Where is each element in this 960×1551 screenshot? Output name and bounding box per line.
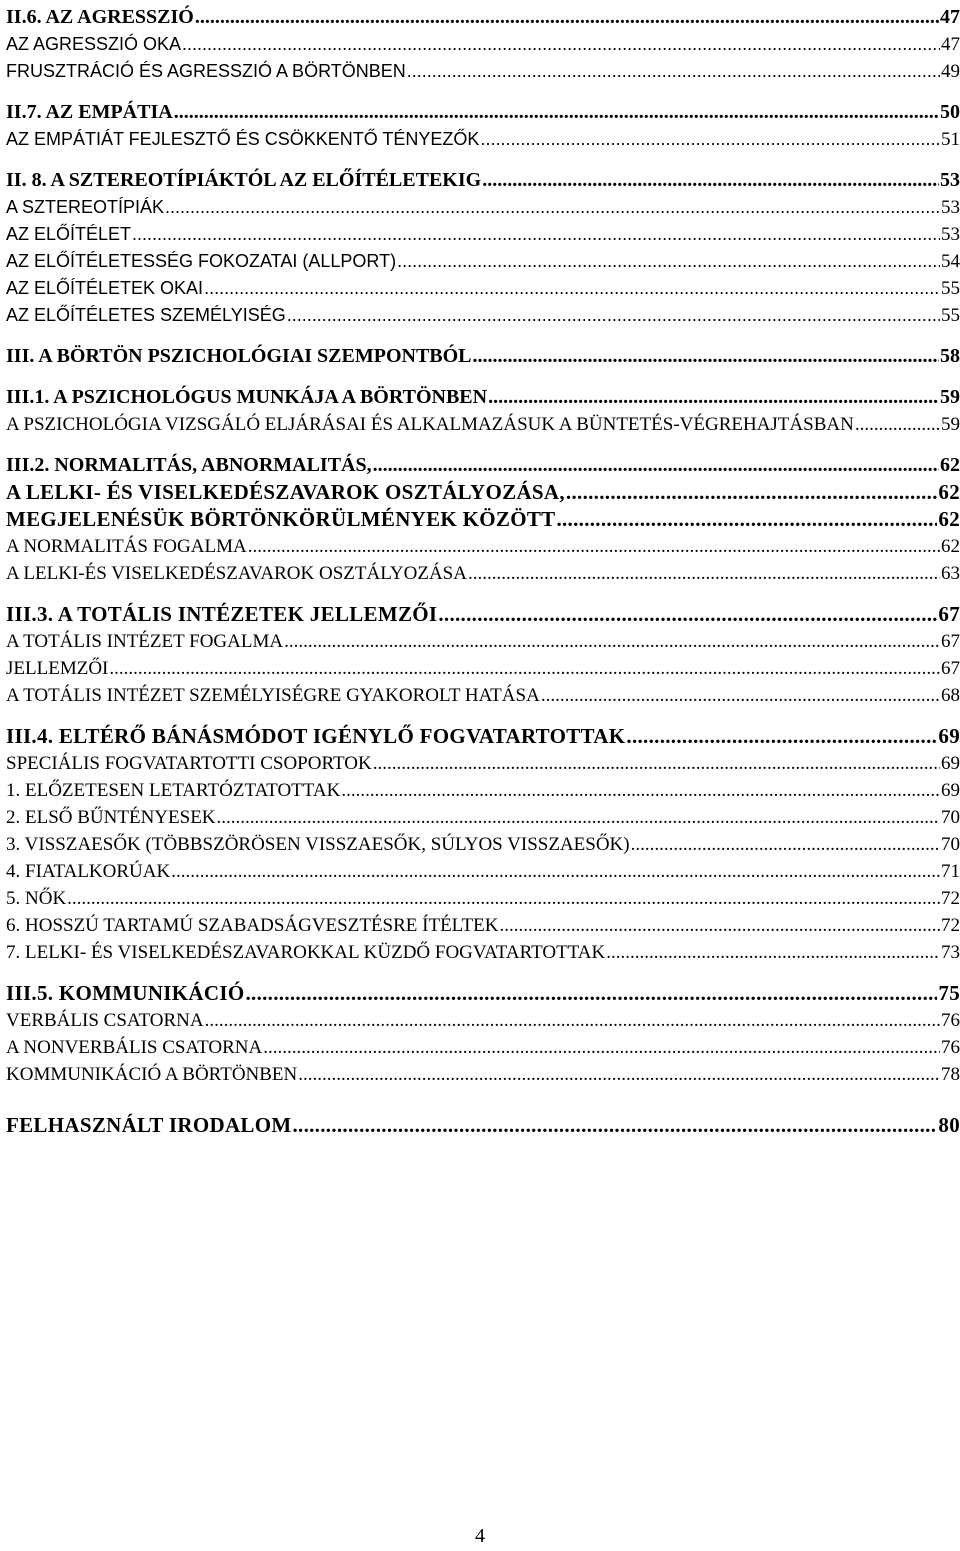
toc-entry[interactable] [6, 99, 960, 126]
toc-entry[interactable] [6, 980, 960, 1007]
toc-entry-page: 76 [941, 1037, 960, 1058]
toc-entry-page: 76 [941, 1010, 960, 1031]
toc-entry-title: 1. ELŐZETESEN LETARTÓZTATOTTAK [6, 780, 341, 801]
toc-entry[interactable] [6, 31, 960, 58]
dot-leader [298, 1061, 940, 1088]
dot-leader [67, 885, 940, 912]
dot-leader [556, 506, 937, 533]
toc-entry-page: 67 [941, 658, 960, 679]
toc-entry-page: 67 [938, 602, 960, 626]
toc-entry-title: II. 8. A SZTEREOTÍPIÁKTÓL AZ ELŐÍTÉLETEKIG [6, 169, 482, 191]
dot-leader [626, 723, 937, 750]
dot-leader [248, 533, 940, 560]
dot-leader [132, 221, 940, 248]
dot-leader [341, 777, 940, 804]
dot-leader [606, 939, 940, 966]
toc-entry-title: A TOTÁLIS INTÉZET FOGALMA [6, 631, 284, 652]
toc-entry-page: 69 [938, 724, 960, 748]
toc-entry[interactable] [6, 452, 960, 479]
toc-entry-page: 59 [941, 414, 960, 435]
toc-entry-title: 4. FIATALKORÚAK [6, 861, 171, 882]
toc-entry[interactable] [6, 858, 960, 885]
toc-entry[interactable] [6, 885, 960, 912]
toc-entry-title: A PSZICHOLÓGIA VIZSGÁLÓ ELJÁRÁSAI ÉS ALKALMAZÁSUK A BÜNTETÉS-VÉGREHAJTÁSBAN [6, 414, 854, 435]
dot-leader [438, 601, 937, 628]
toc-entry[interactable] [6, 628, 960, 655]
toc-entry[interactable] [6, 655, 960, 682]
dot-leader [482, 167, 939, 194]
toc-entry-title: II.7. AZ EMPÁTIA [6, 101, 173, 123]
toc-entry-title: 7. LELKI- ÉS VISELKEDÉSZAVAROKKAL KÜZDŐ FOGVATARTOTTAK [6, 942, 606, 963]
toc-entry[interactable] [6, 723, 960, 750]
toc-entry[interactable] [6, 384, 960, 411]
toc-entry-title: 6. HOSSZÚ TARTAMÚ SZABADSÁGVESZTÉSRE ÍTÉLTEK [6, 915, 499, 936]
toc-entry-title: A NORMALITÁS FOGALMA [6, 536, 247, 557]
toc-entry-page: 47 [941, 34, 960, 55]
toc-entry-title: II.6. AZ AGRESSZIÓ [6, 6, 194, 28]
dot-leader [263, 1034, 940, 1061]
dot-leader [204, 275, 940, 302]
toc-entry[interactable] [6, 1061, 960, 1088]
toc-entry-page: 70 [941, 834, 960, 855]
toc-entry[interactable] [6, 479, 960, 506]
toc-entry-page: 55 [941, 305, 960, 326]
toc-entry[interactable] [6, 601, 960, 628]
toc-entry-page: 73 [941, 942, 960, 963]
toc-entry-page: 62 [938, 480, 960, 504]
toc-entry-page: 55 [941, 278, 960, 299]
toc-entry-title: AZ ELŐÍTÉLETESSÉG FOKOZATAI (ALLPORT) [6, 251, 397, 271]
toc-entry-page: 49 [941, 61, 960, 82]
dot-leader [541, 682, 940, 709]
toc-entry[interactable] [6, 939, 960, 966]
dot-leader [407, 58, 940, 85]
toc-entry[interactable] [6, 533, 960, 560]
toc-entry-page: 51 [941, 129, 960, 150]
toc-entry-page: 68 [941, 685, 960, 706]
toc-entry-title: MEGJELENÉSÜK BÖRTÖNKÖRÜLMÉNYEK KÖZÖTT [6, 507, 556, 531]
toc-entry-page: 58 [940, 345, 960, 367]
toc-entry-page: 72 [941, 888, 960, 909]
toc-entry-title: III.2. NORMALITÁS, ABNORMALITÁS, [6, 454, 372, 476]
toc-entry[interactable] [6, 560, 960, 587]
dot-leader [292, 1112, 937, 1139]
toc-entry[interactable] [6, 58, 960, 85]
toc-entry-title: AZ ELŐÍTÉLET [6, 224, 132, 244]
dot-leader [171, 858, 940, 885]
toc-entry-title: AZ ELŐÍTÉLETES SZEMÉLYISÉG [6, 305, 286, 325]
toc-entry-page: 59 [940, 386, 960, 408]
toc-entry-title: AZ AGRESSZIÓ OKA [6, 34, 182, 54]
toc-entry-page: 72 [941, 915, 960, 936]
toc-entry[interactable] [6, 275, 960, 302]
table-of-contents [6, 4, 960, 1139]
toc-entry[interactable] [6, 194, 960, 221]
toc-entry[interactable] [6, 804, 960, 831]
toc-entry-title: AZ EMPÁTIÁT FEJLESZTŐ ÉS CSÖKKENTŐ TÉNYEZŐK [6, 129, 480, 149]
toc-entry-title: A LELKI- ÉS VISELKEDÉSZAVAROK OSZTÁLYOZÁSA, [6, 480, 565, 504]
toc-entry[interactable] [6, 1007, 960, 1034]
toc-entry-page: 63 [941, 563, 960, 584]
toc-entry-page: 78 [941, 1064, 960, 1085]
toc-entry[interactable] [6, 126, 960, 153]
toc-entry-page: 80 [938, 1113, 960, 1137]
toc-entry-title: III.4. ELTÉRŐ BÁNÁSMÓDOT IGÉNYLŐ FOGVATARTOTTAK [6, 724, 626, 748]
toc-entry[interactable] [6, 831, 960, 858]
toc-entry-page: 53 [941, 197, 960, 218]
toc-entry-page: 75 [938, 981, 960, 1005]
toc-entry-title: 5. NŐK [6, 888, 67, 909]
toc-entry-page: 62 [940, 454, 960, 476]
toc-entry-title: A LELKI-ÉS VISELKEDÉSZAVAROK OSZTÁLYOZÁSA [6, 563, 467, 584]
toc-entry[interactable] [6, 167, 960, 194]
dot-leader [373, 750, 940, 777]
toc-entry[interactable] [6, 682, 960, 709]
toc-entry[interactable] [6, 912, 960, 939]
toc-entry[interactable] [6, 302, 960, 329]
toc-entry-title: A TOTÁLIS INTÉZET SZEMÉLYISÉGRE GYAKOROLT HATÁSA [6, 685, 540, 706]
toc-entry-title: AZ ELŐÍTÉLETEK OKAI [6, 278, 204, 298]
dot-leader [631, 831, 940, 858]
dot-leader [205, 1007, 940, 1034]
toc-entry-page: 47 [940, 6, 960, 28]
toc-entry-title: A NONVERBÁLIS CSATORNA [6, 1037, 263, 1058]
toc-entry-page: 62 [938, 507, 960, 531]
dot-leader [284, 628, 940, 655]
toc-entry[interactable] [6, 506, 960, 533]
toc-entry-title: FRUSZTRÁCIÓ ÉS AGRESSZIÓ A BÖRTÖNBEN [6, 61, 406, 81]
toc-entry-title: 3. VISSZAESŐK (TÖBBSZÖRÖSEN VISSZAESŐK, SÚLYOS VISSZAESŐK) [6, 834, 630, 855]
toc-entry-page: 69 [941, 753, 960, 774]
toc-entry[interactable] [6, 248, 960, 275]
toc-entry-title: III.3. A TOTÁLIS INTÉZETEK JELLEMZŐI [6, 602, 438, 626]
dot-leader [182, 31, 940, 58]
toc-entry-page: 50 [940, 101, 960, 123]
dot-leader [488, 384, 939, 411]
toc-entry-page: 53 [941, 224, 960, 245]
toc-entry[interactable] [6, 221, 960, 248]
dot-leader [397, 248, 940, 275]
toc-entry[interactable] [6, 777, 960, 804]
toc-entry-page: 69 [941, 780, 960, 801]
toc-entry-title: 2. ELSŐ BŰNTÉNYESEK [6, 807, 216, 828]
dot-leader [174, 99, 939, 126]
dot-leader [287, 302, 940, 329]
toc-entry-title: JELLEMZŐI [6, 658, 109, 679]
toc-entry-page: 71 [941, 861, 960, 882]
toc-entry[interactable] [6, 1112, 960, 1139]
toc-entry[interactable] [6, 750, 960, 777]
toc-entry-title: VERBÁLIS CSATORNA [6, 1010, 204, 1031]
dot-leader [566, 479, 937, 506]
toc-entry[interactable] [6, 343, 960, 370]
toc-entry-title: SPECIÁLIS FOGVATARTOTTI CSOPORTOK [6, 753, 372, 774]
dot-leader [480, 126, 940, 153]
toc-entry-title: A SZTEREOTÍPIÁK [6, 197, 165, 217]
toc-entry-title: III. A BÖRTÖN PSZICHOLÓGIAI SZEMPONTBÓL [6, 345, 472, 367]
toc-entry[interactable] [6, 4, 960, 31]
toc-entry[interactable] [6, 411, 960, 438]
toc-entry-title: FELHASZNÁLT IRODALOM [6, 1113, 292, 1137]
toc-entry-page: 70 [941, 807, 960, 828]
dot-leader [165, 194, 940, 221]
dot-leader [373, 452, 939, 479]
toc-entry-page: 54 [941, 251, 960, 272]
toc-entry-page: 62 [941, 536, 960, 557]
toc-entry-page: 67 [941, 631, 960, 652]
page-number: 4 [475, 1525, 485, 1547]
dot-leader [109, 655, 940, 682]
dot-leader [855, 411, 940, 438]
dot-leader [245, 980, 937, 1007]
dot-leader [468, 560, 940, 587]
toc-entry[interactable] [6, 1034, 960, 1061]
toc-entry-title: III.1. A PSZICHOLÓGUS MUNKÁJA A BÖRTÖNBEN [6, 386, 488, 408]
toc-entry-title: III.5. KOMMUNIKÁCIÓ [6, 981, 245, 1005]
dot-leader [217, 804, 940, 831]
toc-entry-page: 53 [940, 169, 960, 191]
dot-leader [473, 343, 939, 370]
toc-entry-title: KOMMUNIKÁCIÓ A BÖRTÖNBEN [6, 1064, 298, 1085]
dot-leader [499, 912, 940, 939]
dot-leader [195, 4, 939, 31]
